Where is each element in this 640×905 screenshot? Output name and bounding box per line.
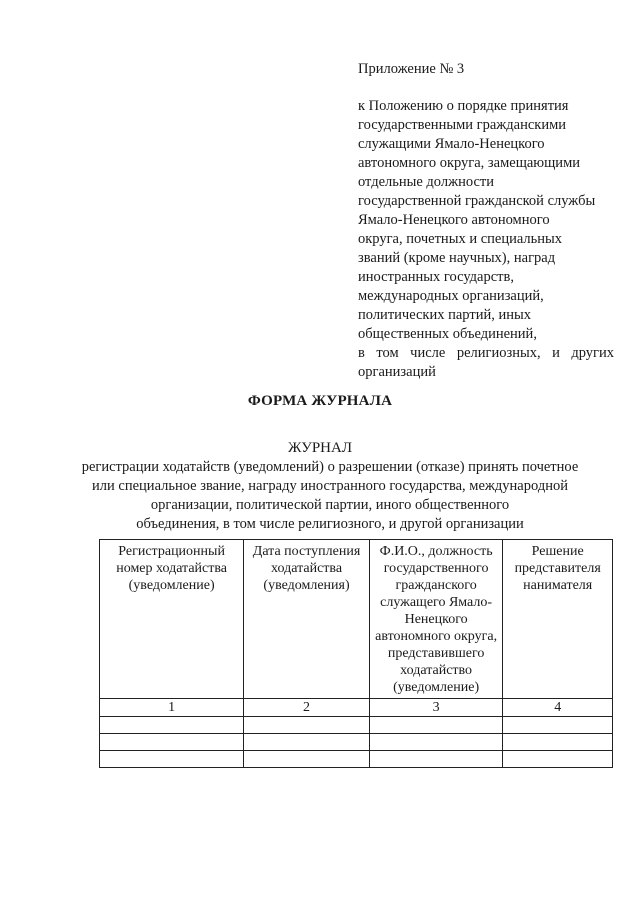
table-cell <box>100 751 244 768</box>
table-cell <box>369 734 503 751</box>
journal-description-line: или специальное звание, награду иностранного государства, международной <box>92 478 568 494</box>
appendix-basis-line: служащими Ямало-Ненецкого <box>358 136 545 152</box>
appendix-number: Приложение № 3 <box>358 61 465 77</box>
table-cell <box>503 717 613 734</box>
journal-description-line: организации, политической партии, иного общественного <box>150 497 510 513</box>
header-decision: Решение представителя нанимателя <box>503 540 613 699</box>
table-cell <box>100 734 244 751</box>
appendix-basis-line: государственными гражданскими <box>358 117 567 133</box>
appendix-block <box>358 60 614 382</box>
appendix-basis-line: в том числе религиозных, и других <box>358 345 614 361</box>
appendix-basis <box>358 97 614 382</box>
header-registration-number: Регистрационный номер ходатайства (уведомление) <box>100 540 244 699</box>
appendix-basis-line: международных организаций, <box>358 288 544 304</box>
appendix-basis-line: иностранных государств, <box>358 269 514 285</box>
table-header-row <box>100 540 613 699</box>
table-cell <box>503 751 613 768</box>
appendix-basis-line: к Положению о порядке принятия <box>358 98 569 114</box>
appendix-basis-line: Ямало-Ненецкого автономного <box>358 212 550 228</box>
table-cell <box>100 717 244 734</box>
column-number: 4 <box>503 699 613 717</box>
table-row <box>100 751 613 768</box>
appendix-basis-line: политических партий, иных <box>358 307 531 323</box>
table-row <box>100 717 613 734</box>
appendix-basis-line: автономного округа, замещающими <box>358 155 581 171</box>
table-cell <box>244 734 370 751</box>
appendix-basis-line: организаций <box>358 364 436 380</box>
appendix-basis-line: отдельные должности <box>358 174 495 190</box>
appendix-basis-line: государственной гражданской службы <box>358 193 596 209</box>
table-cell <box>369 717 503 734</box>
column-number: 1 <box>100 699 244 717</box>
header-receipt-date: Дата поступления ходатайства (уведомления) <box>244 540 370 699</box>
journal-description <box>80 458 580 534</box>
journal-description-line: регистрации ходатайств (уведомлений) о разрешении (отказе) принять почетное <box>81 459 579 475</box>
journal-title: ЖУРНАЛ <box>287 440 353 456</box>
table-cell <box>244 717 370 734</box>
column-number: 3 <box>369 699 503 717</box>
register-table <box>99 539 613 768</box>
journal-description-line: объединения, в том числе религиозного, и другой организации <box>136 516 524 532</box>
table-cell <box>244 751 370 768</box>
appendix-basis-line: общественных объединений, <box>358 326 537 342</box>
header-employee: Ф.И.О., должность государственного гражданского служащего Ямало-Ненецкого автономного округа, представившего ходатайство (уведомление) <box>369 540 503 699</box>
column-number: 2 <box>244 699 370 717</box>
table-cell <box>503 734 613 751</box>
form-heading: ФОРМА ЖУРНАЛА <box>247 393 393 409</box>
appendix-basis-line: округа, почетных и специальных <box>358 231 563 247</box>
column-number-row <box>100 699 613 717</box>
table-row <box>100 734 613 751</box>
table-cell <box>369 751 503 768</box>
appendix-basis-line: званий (кроме научных), наград <box>358 250 556 266</box>
